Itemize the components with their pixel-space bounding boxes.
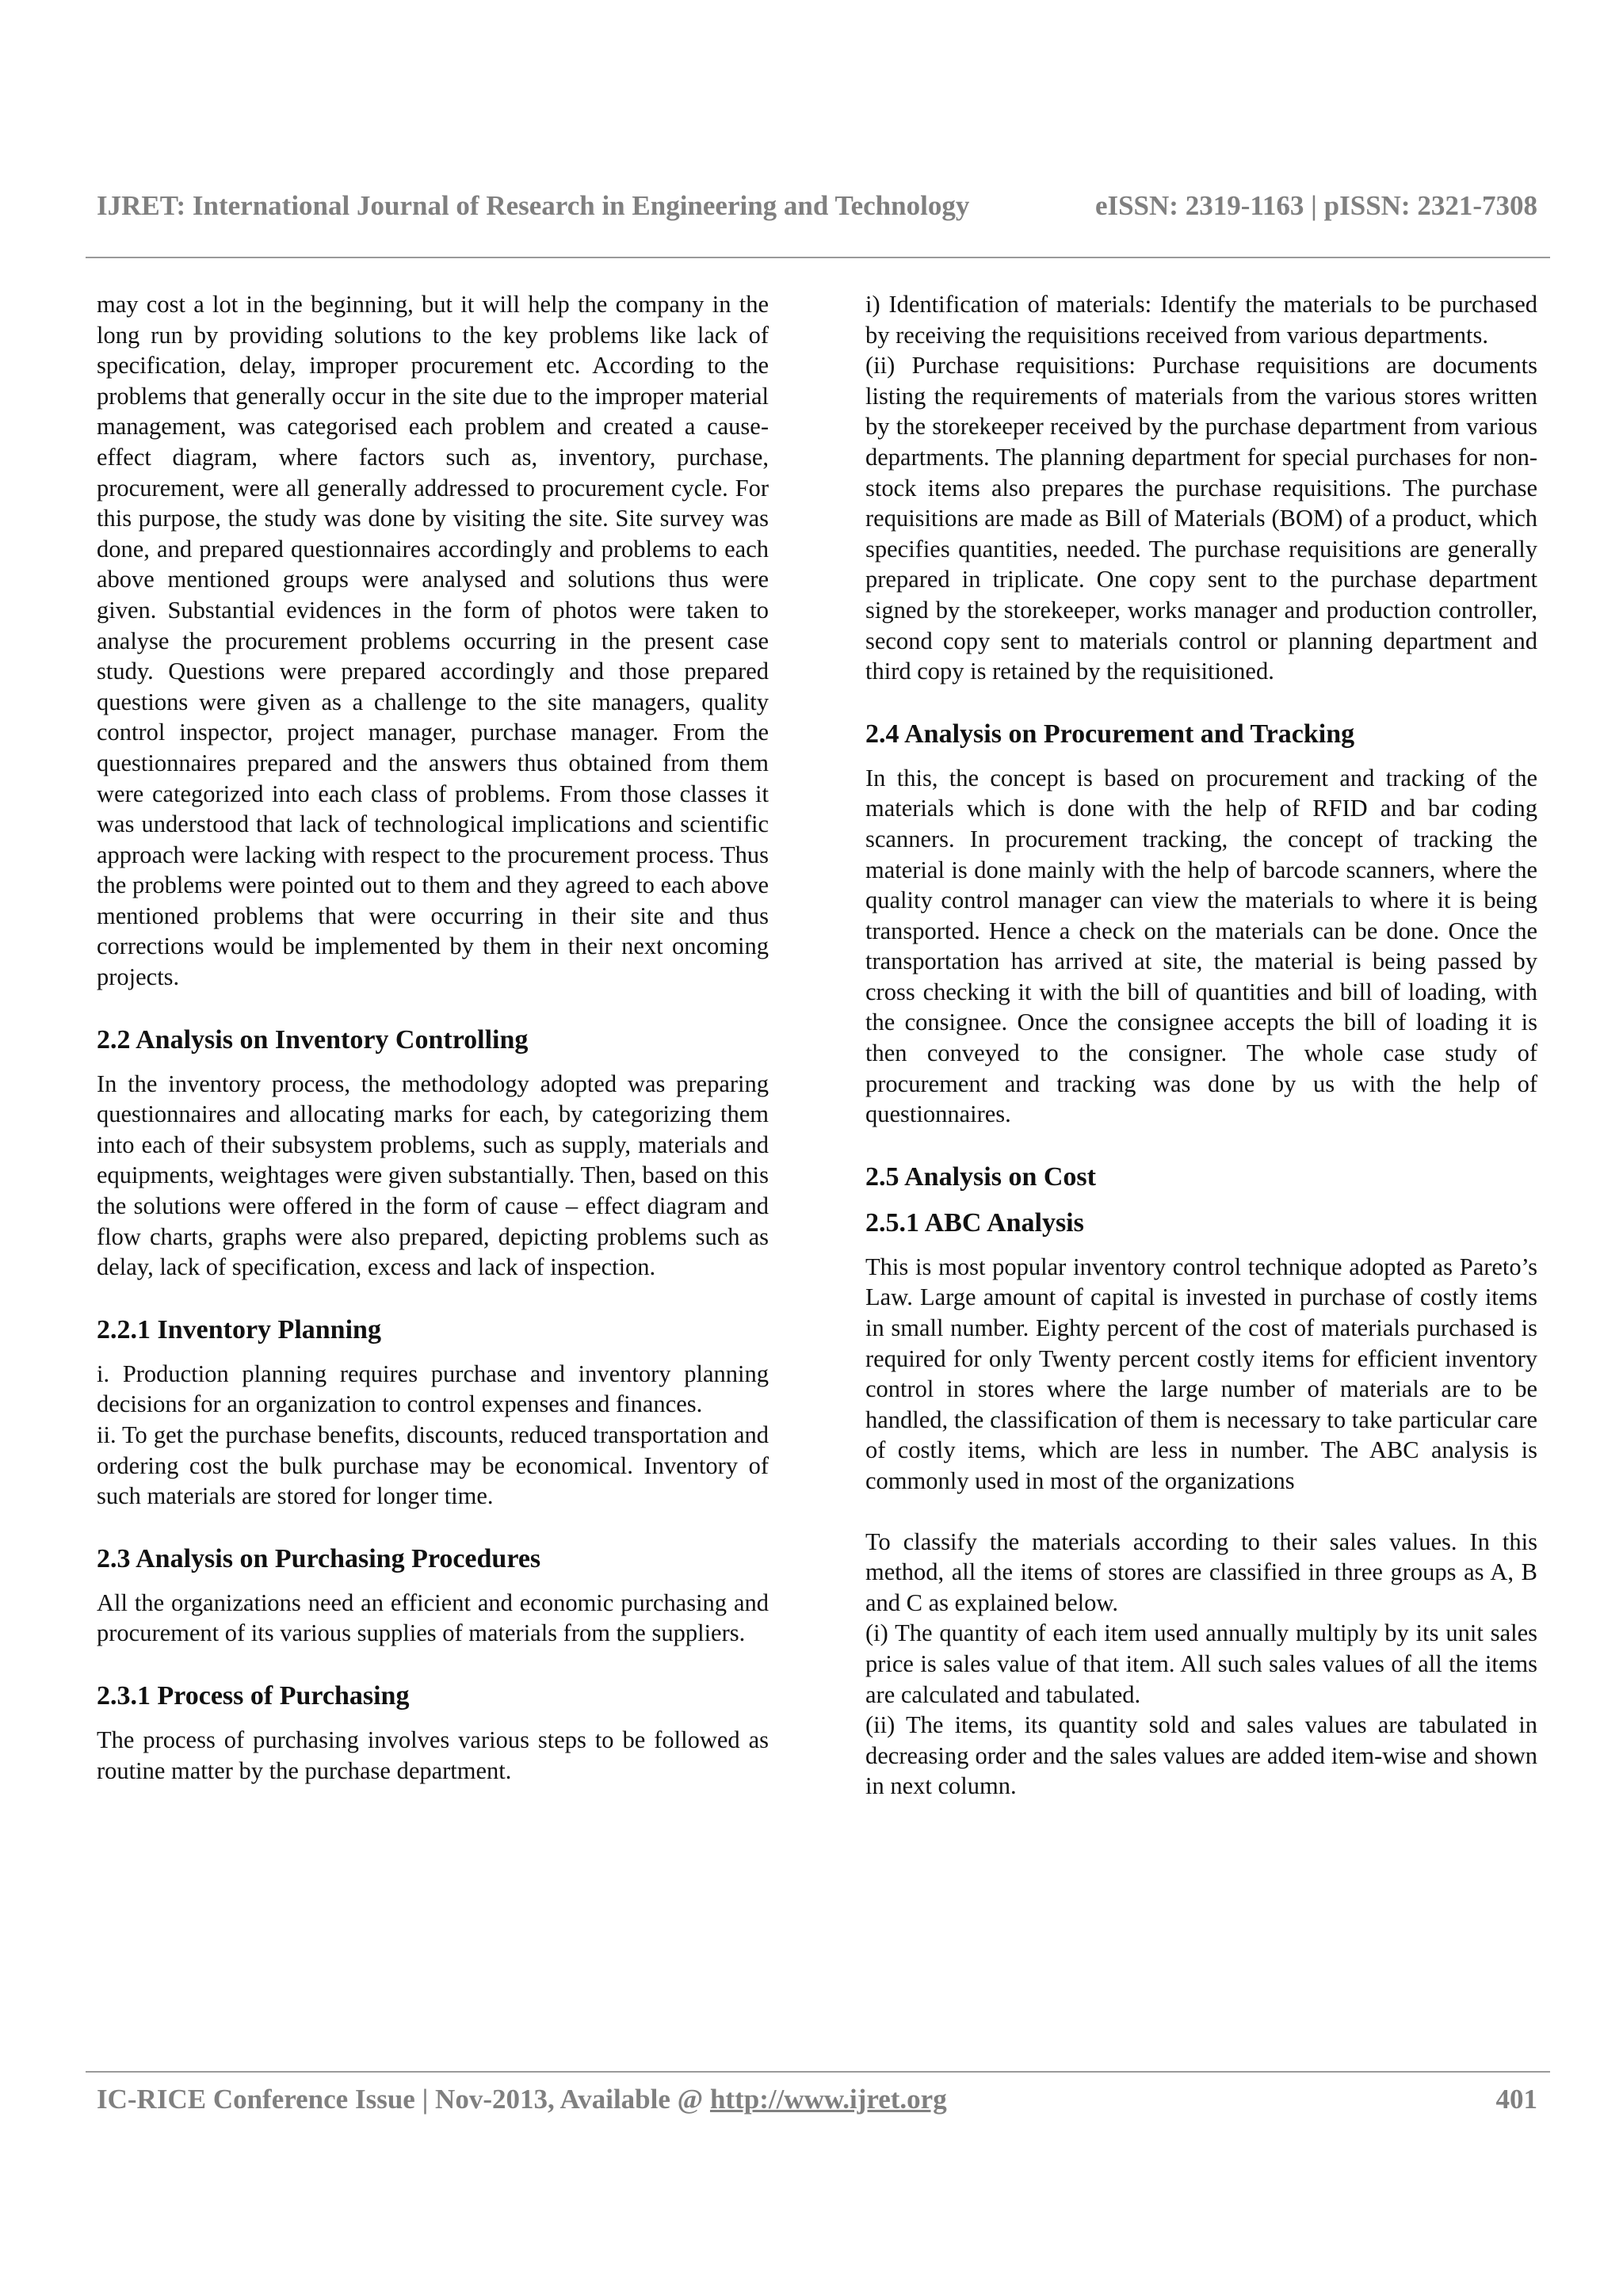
journal-url-link[interactable]: http://www.ijret.org [709,2084,947,2115]
footer-rule [86,2071,1550,2073]
right-column [865,289,1537,1802]
left-column [97,289,769,1786]
conference-info: IC-RICE Conference Issue | Nov-2013, Available @ [97,2084,710,2115]
paragraph-classify: To classify the materials according to their sales values. In this method, all the items of stores are classified in three groups as A, B and C as explained below. [865,1527,1537,1616]
journal-title: IJRET: International Journal of Research in Engineering and Technology [97,190,970,221]
paragraph-purchase-requisitions: (ii) Purchase requisitions: Purchase requisitions are documents listing the requirements of materials from the various stores written by the storekeeper received by the purchase department from various departments. The planning department for special purchases for non-stock items also prepares the purchase requisitions. The purchase requisitions are made as Bill of Materials (BOM) of a product, which specifies quantities, needed. The purchase requisitions are generally prepared in triplicate. One copy sent to the purchase department signed by the storekeeper, works manager and production controller, second copy sent to materials control or planning department and third copy is retained by the requisitioned. [865,352,1537,685]
header-rule [86,257,1550,258]
paragraph-2-3: All the organizations need an efficient and economic purchasing and procurement of its various supplies of materials from the suppliers. [97,1589,769,1647]
section-heading-2-5: 2.5 Analysis on Cost [865,1161,1096,1192]
paragraph-2-5-1: This is most popular inventory control technique adopted as Pareto’s Law. Large amount of capital is invested in purchase of costly items in small number. Eighty percent of the cost of materials purchased is required for only Twenty percent costly items for efficient inventory control in stores where the large number of materials are to be handled, the classification of them is necessary to take particular care of costly items, which are less in number. The ABC analysis is commonly used in most of the organizations [865,1253,1537,1494]
paragraph-classify-ii: (ii) The items, its quantity sold and sales values are tabulated in decreasing order and the sales values are added item-wise and shown in next column. [865,1711,1537,1800]
section-heading-2-5-1: 2.5.1 ABC Analysis [865,1207,1084,1238]
section-heading-2-3: 2.3 Analysis on Purchasing Procedures [97,1543,541,1573]
paragraph-identification: i) Identification of materials: Identify the materials to be purchased by receiving the requisitions received from various departments. [865,291,1537,349]
section-heading-2-4: 2.4 Analysis on Procurement and Tracking [865,719,1355,749]
paragraph-2-2-1-i: i. Production planning requires purchase and inventory planning decisions for an organization to control expenses and finances. [97,1360,769,1418]
paragraph-2-4: In this, the concept is based on procurement and tracking of the materials which is done with the help of RFID and bar coding scanners. In procurement tracking, the concept of tracking the material is done mainly with the help of barcode scanners, where the quality control manager can view the materials to where it is being transported. Hence a check on the materials can be done. Once the transportation has arrived at site, the material is being passed by cross checking it with the bill of quantities and bill of loading, with the consignee. Once the consignee accepts the bill of loading it is then conveyed to the consigner. The whole case study of procurement and tracking was done by us with the help of questionnaires. [865,764,1537,1128]
intro-paragraph: may cost a lot in the beginning, but it will help the company in the long run by providing solutions to the key problems like lack of specification, delay, improper procurement etc. According to the problems that generally occur in the site due to the improper material management, was categorised each problem and created a cause-effect diagram, where factors such as, inventory, purchase, procurement, were all generally addressed to procurement cycle. For this purpose, the study was done by visiting the site. Site survey was done, and prepared questionnaires accordingly and problems to each above mentioned groups were analysed and solutions thus were given. Substantial evidences in the form of photos were taken to analyse the procurement problems occurring in the present case study. Questions were prepared accordingly and those prepared questions were given as a challenge to the site managers, quality control inspector, project manager, purchase manager. From the questionnaires prepared and the answers thus obtained from them were categorized into each class of problems. From those classes it was understood that lack of technological implications and scientific approach were lacking with respect to the procurement process. Thus the problems were pointed out to them and they agreed to each above mentioned problems that were occurring in their site and thus corrections would be implemented by them in their next oncoming projects. [97,291,769,991]
running-footer [97,2084,1537,2115]
section-heading-2-3-1: 2.3.1 Process of Purchasing [97,1680,410,1711]
section-heading-2-2-1: 2.2.1 Inventory Planning [97,1314,381,1344]
paragraph-2-2: In the inventory process, the methodology adopted was preparing questionnaires and allocating marks for each, by categorizing them into each of their subsystem problems, such as supply, materials and equipments, weightages were given substantially. Then, based on this the solutions were offered in the form of cause – effect diagram and flow charts, graphs were also prepared, depicting problems such as delay, lack of specification, excess and lack of inspection. [97,1070,769,1281]
issn-info: eISSN: 2319-1163 | pISSN: 2321-7308 [1094,190,1537,221]
paragraph-2-2-1-ii: ii. To get the purchase benefits, discounts, reduced transportation and ordering cost the bulk purchase may be economical. Inventory of such materials are stored for longer time. [97,1421,769,1510]
paragraph-classify-i: (i) The quantity of each item used annually multiply by its unit sales price is sales value of that item. All such sales values of all the items are calculated and tabulated. [865,1619,1537,1708]
section-heading-2-2: 2.2 Analysis on Inventory Controlling [97,1024,529,1055]
paragraph-2-3-1: The process of purchasing involves various steps to be followed as routine matter by the purchase department. [97,1726,769,1784]
page-number: 401 [1495,2084,1537,2115]
